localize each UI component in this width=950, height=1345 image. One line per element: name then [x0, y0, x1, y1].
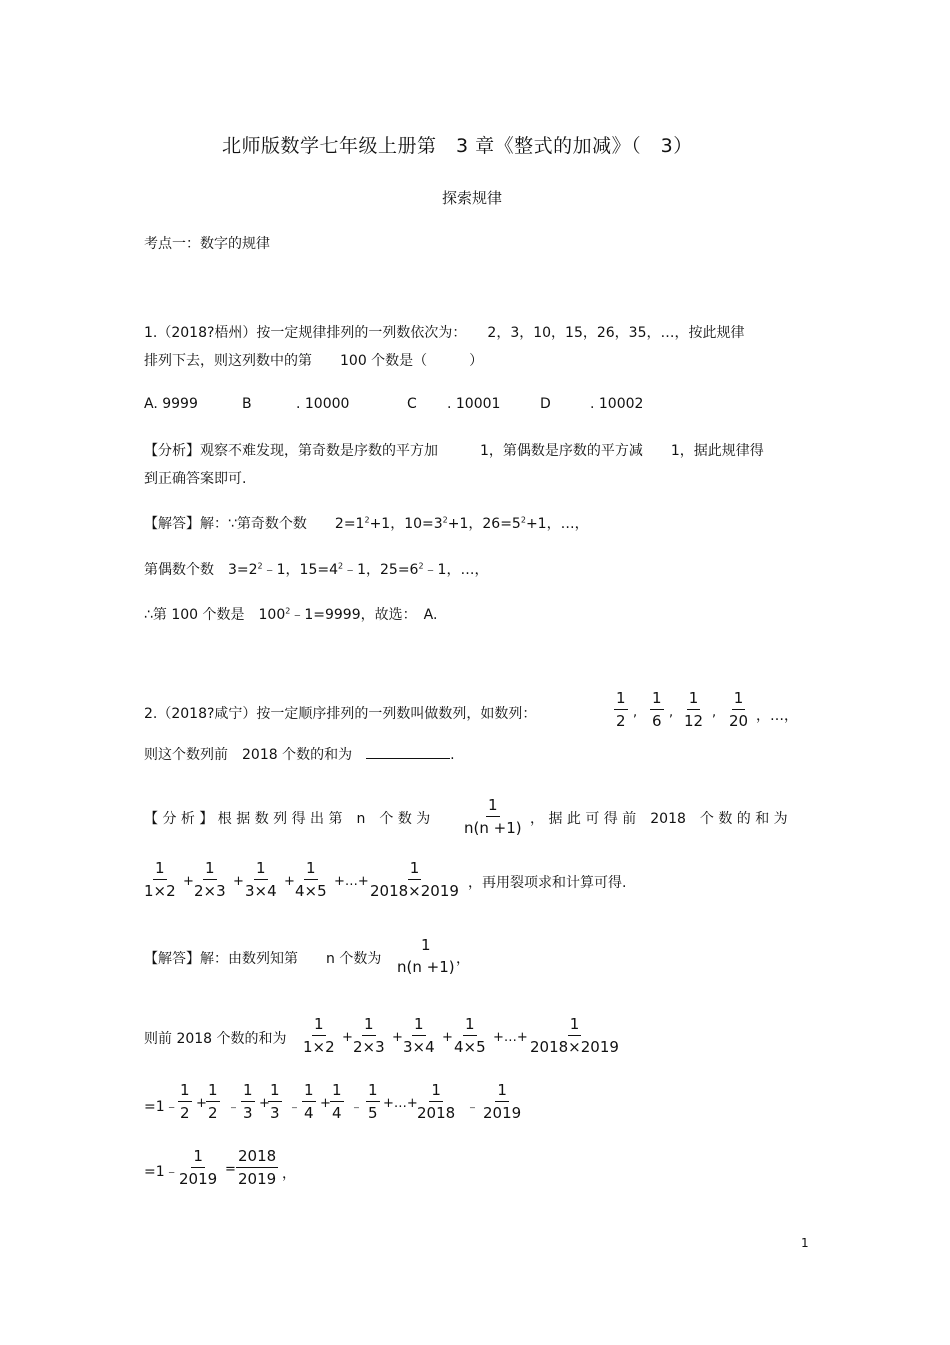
q1-option-d-letter: D	[540, 396, 551, 412]
minus-sign: ﹣	[350, 1100, 364, 1115]
seq-comma: ,	[633, 705, 638, 720]
sum-fraction: $\frac{1}{1\times 2}$	[303, 1015, 335, 1056]
sum-prefix: 则前 2018 个数的和为	[144, 1031, 287, 1047]
plus-sign: +	[442, 1030, 453, 1045]
q1-analysis-line2: 到正确答案即可.	[144, 471, 247, 487]
final-fraction: $\frac{1}{2019}$	[179, 1147, 218, 1188]
nth-term-fraction: $\frac{1}{n(n +1)}$	[464, 796, 522, 837]
plus-sign: +	[259, 1096, 270, 1111]
q1-option-c-letter: C	[407, 396, 417, 412]
seq-fraction: $\frac{1}{6}$	[652, 689, 662, 730]
sum-fraction: $\frac{1}{2\times 3}$	[353, 1015, 385, 1056]
q1-conclusion: ∴第 100 个数是 $100^2﹣1=9999$，故选： A.	[144, 606, 438, 623]
seq-tail: ，…，	[756, 708, 798, 724]
q2-stem: 2.（2018?咸宁）按一定顺序排列的一列数叫做数列，如数列：	[144, 706, 537, 722]
q1-stem-line2: 排列下去，则这列数中的第 100 个数是（ ）	[144, 353, 484, 369]
plus-sign: +	[196, 1096, 207, 1111]
q1-solution-line2: 第偶数个数 $3=2^2﹣1$，$15=4^2﹣1$，$25=6^2﹣1$，…，	[144, 561, 489, 578]
tele-fraction: $\frac{1}{5}$	[368, 1081, 378, 1122]
minus-sign: ﹣	[466, 1100, 480, 1115]
eq1-prefix: =1﹣	[144, 1099, 179, 1115]
tele-fraction: $\frac{1}{2019}$	[483, 1081, 522, 1122]
section-heading: 考点一：数字的规律	[144, 236, 270, 252]
sum-fraction: $\frac{1}{4\times 5}$	[295, 859, 327, 900]
tele-fraction: $\frac{1}{4}$	[332, 1081, 342, 1122]
seq-comma: ,	[669, 705, 674, 720]
tele-fraction: $\frac{1}{3}$	[270, 1081, 280, 1122]
q1-stem-line1: 1.（2018?梧州）按一定规律排列的一列数依次为： 2，3，10，15，26，35，…，按此规律	[144, 325, 745, 341]
seq-comma: ,	[712, 705, 717, 720]
q1-solution-line1: 【解答】解：∵第奇数个数 $2=1^2+1$，$10=3^2+1$，$26=5^2+1$，…，	[144, 515, 589, 532]
tele-fraction: $\frac{1}{2018}$	[417, 1081, 456, 1122]
document-title: 北师版数学七年级上册第 3 章《整式的加减》（ 3）	[222, 135, 693, 157]
minus-sign: ﹣	[288, 1100, 302, 1115]
sum-fraction: $\frac{1}{3\times 4}$	[403, 1015, 435, 1056]
seq-fraction: $\frac{1}{12}$	[684, 689, 704, 730]
plus-sign: +	[342, 1030, 353, 1045]
ellipsis-plus: +…+	[334, 874, 369, 889]
tele-fraction: $\frac{1}{4}$	[304, 1081, 314, 1122]
sum-fraction-last: $\frac{1}{2018\times 2019}$	[530, 1015, 619, 1056]
q2-line2: 则这个数列前 2018 个数的和为 .	[144, 747, 455, 763]
plus-sign: +	[320, 1096, 331, 1111]
q1-option-b-letter: B	[242, 396, 252, 412]
sol-comma: ，	[456, 951, 470, 967]
eq2-prefix: =1﹣	[144, 1164, 179, 1180]
sum-fraction: $\frac{1}{3\times 4}$	[245, 859, 277, 900]
q1-option-b-value: . 10000	[296, 396, 350, 412]
plus-sign: +	[183, 874, 194, 889]
equals-sign: =	[225, 1162, 236, 1177]
answer-blank	[366, 746, 450, 759]
q1-option-a: A. 9999	[144, 396, 198, 412]
sol-nth-fraction: 1 n(n +1)	[397, 936, 455, 976]
q2-analysis-a: 【 分 析 】 根 据 数 列 得 出 第 n 个 数 为	[144, 811, 431, 827]
sum-fraction: $\frac{1}{1\times 2}$	[144, 859, 176, 900]
q1-option-c-value: . 10001	[447, 396, 501, 412]
q2-analysis-c: ，再用裂项求和计算可得.	[468, 875, 627, 891]
final-comma: ，	[282, 1166, 296, 1182]
plus-sign: +	[392, 1030, 403, 1045]
sum-fraction: $\frac{1}{4\times 5}$	[454, 1015, 486, 1056]
sum-fraction: $\frac{1}{2\times 3}$	[194, 859, 226, 900]
tele-fraction: $\frac{1}{3}$	[243, 1081, 253, 1122]
q1-analysis-line1: 【分析】观察不难发现，第奇数是序数的平方加 1，第偶数是序数的平方减 1，据此规律得	[144, 443, 764, 459]
q2-solution-a: 【解答】解：由数列知第 n 个数为	[144, 951, 382, 967]
q1-option-d-value: . 10002	[590, 396, 644, 412]
ellipsis-plus: +…+	[493, 1030, 528, 1045]
plus-sign: +	[284, 874, 295, 889]
minus-sign: ﹣	[227, 1100, 241, 1115]
sum-fraction-last: $\frac{1}{2018\times 2019}$	[370, 859, 459, 900]
document-subtitle: 探索规律	[442, 189, 503, 207]
q2-analysis-b: ， 据 此 可 得 前 2018 个 数 的 和 为	[530, 811, 788, 827]
ellipsis-plus: +…+	[383, 1096, 418, 1111]
final-result-fraction: $\frac{2018}{2019}$	[238, 1147, 277, 1188]
seq-fraction: $\frac{1}{2}$	[616, 689, 626, 730]
seq-fraction: $\frac{1}{20}$	[729, 689, 749, 730]
page-number: 1	[801, 1236, 809, 1250]
tele-fraction: $\frac{1}{2}$	[208, 1081, 218, 1122]
plus-sign: +	[233, 874, 244, 889]
tele-fraction: $\frac{1}{2}$	[180, 1081, 190, 1122]
